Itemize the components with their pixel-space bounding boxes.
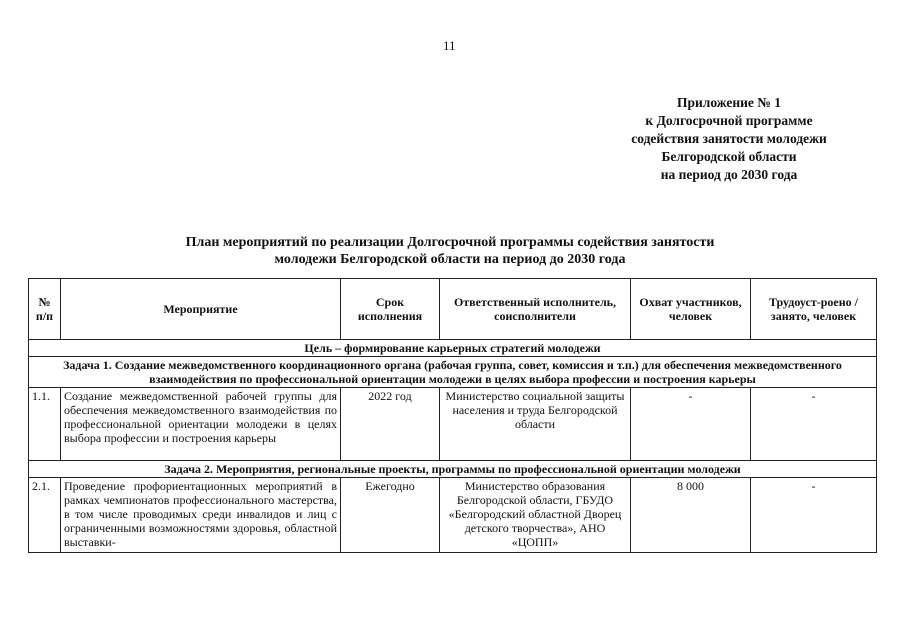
table-row <box>29 478 877 553</box>
page-number: 11 <box>443 38 456 53</box>
table-row <box>29 388 877 461</box>
appendix-line: Приложение № 1 <box>677 95 781 110</box>
goal-text: Цель – формирование карьерных стратегий молодежи <box>29 340 877 357</box>
appendix-line: к Долгосрочной программе <box>645 113 813 128</box>
header-employed: Трудоуст-роено / занято, человек <box>751 279 877 340</box>
title-line-2: молодежи Белгородской области на период до 2030 года <box>274 252 626 267</box>
row-executor: Министерство образования Белгородской области, ГБУДО «Белгородский областной Дворец детского творчества», АНО «ЦОПП» <box>440 478 631 553</box>
appendix-line: Белгородской области <box>661 149 797 164</box>
row-executor: Министерство социальной защиты населения и труда Белгородской области <box>440 388 631 461</box>
row-num: 2.1. <box>29 478 61 553</box>
goal-row <box>29 340 877 357</box>
header-executor: Ответственный исполнитель, соисполнители <box>440 279 631 340</box>
row-coverage: - <box>631 388 751 461</box>
plan-table <box>28 278 877 553</box>
row-event: Создание межведомственной рабочей группы для обеспечения межведомственного взаимодействия по профессиональной ориентации молодежи в целях выбора профессии и построения карьеры <box>61 388 341 461</box>
row-num: 1.1. <box>29 388 61 461</box>
task-1-text: Задача 1. Создание межведомственного координационного органа (рабочая группа, совет, комиссия и т.п.) для обеспечения межведомственного взаимодействия по профессиональной ориентации молодежи в целях выбора профессии и построения карьеры <box>29 357 877 388</box>
document-title <box>95 234 805 268</box>
header-coverage: Охват участников, человек <box>631 279 751 340</box>
row-deadline: Ежегодно <box>341 478 440 553</box>
appendix-note <box>600 94 858 184</box>
task-row <box>29 461 877 478</box>
table-header-row <box>29 279 877 340</box>
row-employed: - <box>751 478 877 553</box>
task-2-text: Задача 2. Мероприятия, региональные проекты, программы по профессиональной ориентации молодежи <box>29 461 877 478</box>
task-row <box>29 357 877 388</box>
row-event: Проведение профориентационных мероприятий в рамках чемпионатов профессионального мастерства, в том числе проводимых среди инвалидов и лиц с ограниченными возможностями здоровья, областной выставки- <box>61 478 341 553</box>
title-line-1: План мероприятий по реализации Долгосрочной программы содействия занятости <box>185 235 715 250</box>
row-coverage: 8 000 <box>631 478 751 553</box>
header-event: Мероприятие <box>61 279 341 340</box>
header-deadline: Срок исполнения <box>341 279 440 340</box>
header-num: № п/п <box>29 279 61 340</box>
appendix-line: на период до 2030 года <box>660 167 798 182</box>
row-deadline: 2022 год <box>341 388 440 461</box>
appendix-line: содействия занятости молодежи <box>631 131 827 146</box>
row-employed: - <box>751 388 877 461</box>
